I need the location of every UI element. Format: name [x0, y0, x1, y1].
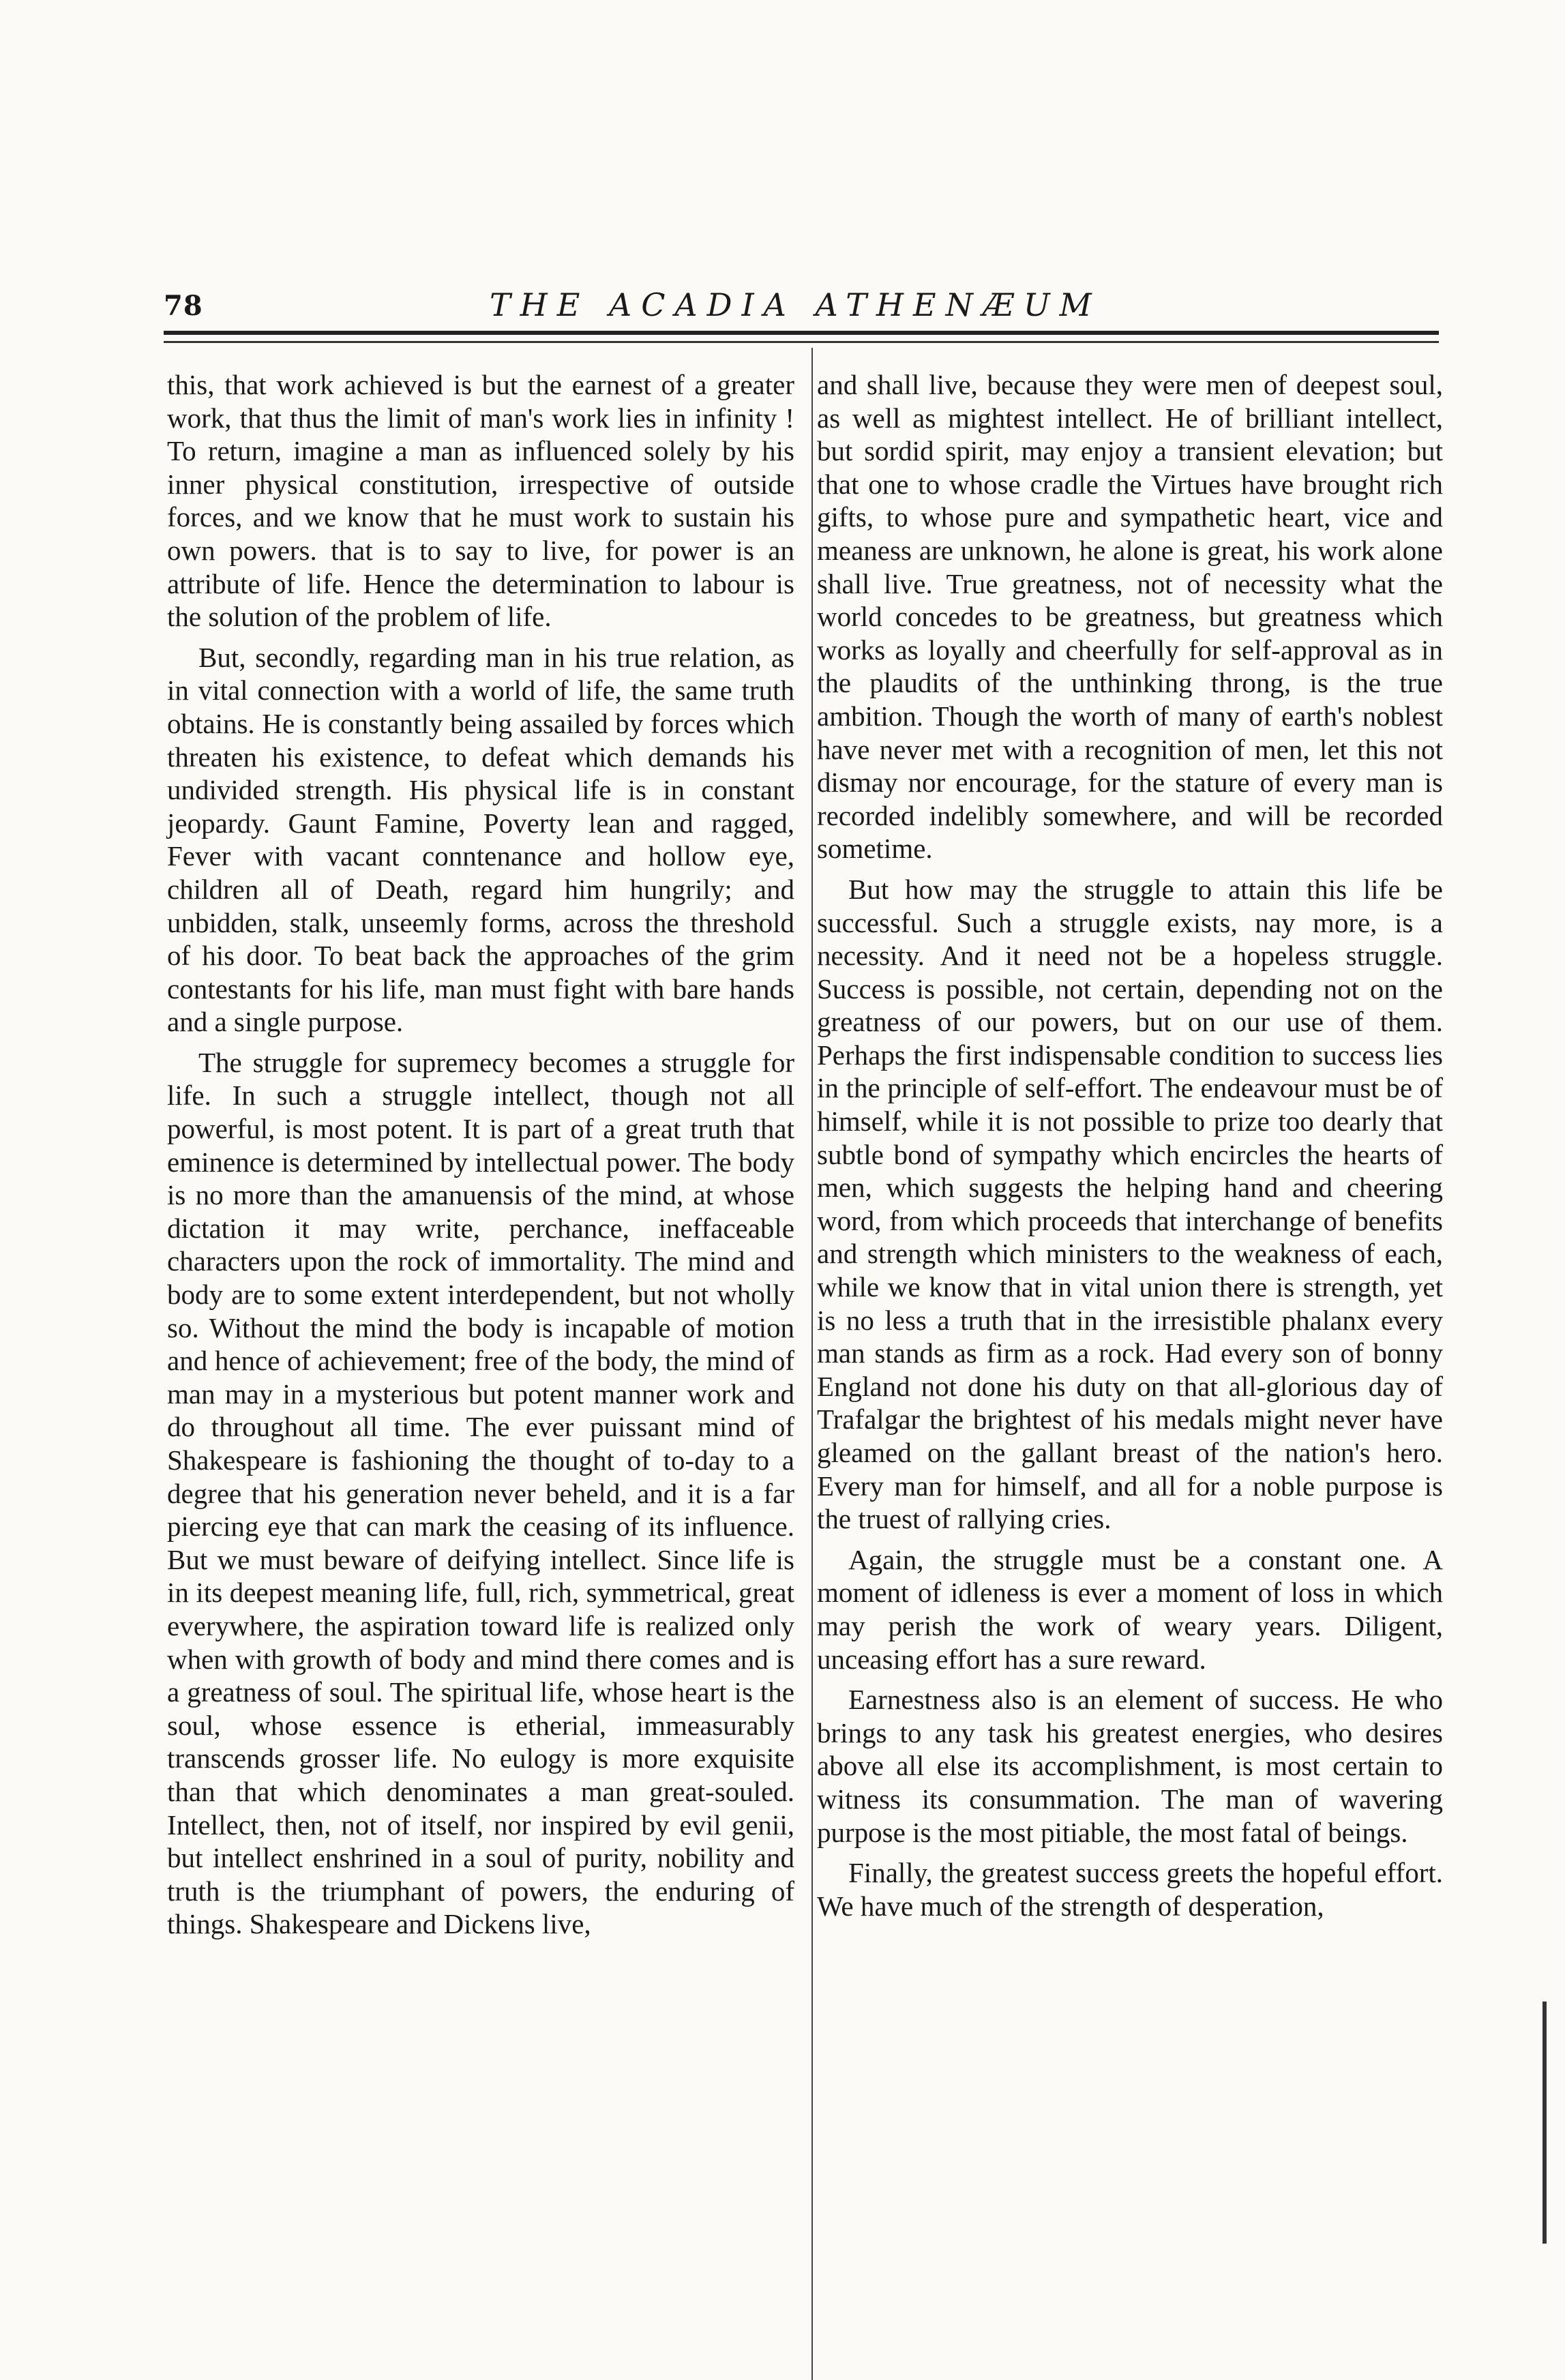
paragraph: Earnestness also is an element of success. He who brings to any task his greatest energies, who desires above all else its accomplishment, is most certain to witness its consummation. The man of wavering purpose is the most pitiable, the most fatal of beings.	[817, 1684, 1443, 1848]
page-title: THE ACADIA ATHENÆUM	[490, 286, 1101, 323]
header-rule-thin	[164, 341, 1439, 343]
left-column	[167, 368, 794, 1948]
paragraph: But how may the struggle to attain this life be successful. Such a struggle exists, nay more, is a necessity. And it need not be a hopeless struggle. Success is possible, not certain, depending not on the greatness of our powers, but on our use of them. Perhaps the first indispensable condition to success lies in the principle of self-effort. The endeavour must be of himself, while it is not possible to prize too dearly that subtle bond of sympathy which encircles the hearts of men, which suggests the helping hand and cheering word, from which proceeds that interchange of benefits and strength which ministers to the weakness of each, while we know that in vital union there is strength, yet is no less a truth that in the irresistible phalanx every man stands as firm as a rock. Had every son of bonny England not done his duty on that all-glorious day of Trafalgar the brightest of his medals might never have gleamed on the gallant breast of the nation's hero. Every man for himself, and all for a noble purpose is the truest of rallying cries.	[817, 873, 1443, 1535]
right-column	[817, 368, 1443, 1930]
paragraph: But, secondly, regarding man in his true relation, as in vital connection with a world of life, the same truth obtains. He is constantly being assailed by forces which threaten his existence, to defeat which demands his undivided strength. His physical life is in constant jeopardy. Gaunt Famine, Poverty lean and ragged, Fever with vacant conntenance and hollow eye, children all of Death, regard him hungrily; and unbidden, stalk, unseemly forms, across the threshold of his door. To beat back the approaches of the grim contestants for his life, man must fight with bare hands and a single purpose.	[167, 641, 794, 1038]
paragraph: The struggle for supremecy becomes a struggle for life. In such a struggle intellect, though not all powerful, is most potent. It is part of a great truth that eminence is determined by intellectual power. The body is no more than the amanuensis of the mind, at whose dictation it may write, perchance, ineffaceable characters upon the rock of immortality. The mind and body are to some extent interdependent, but not wholly so. Without the mind the body is incapable of motion and hence of achievement; free of the body, the mind of man may in a mysterious but potent manner work and do throughout all time. The ever puissant mind of Shakespeare is fashioning the thought of to-day to a degree that his generation never beheld, and it is a far piercing eye that can mark the ceasing of its influence. But we must beware of deifying intellect. Since life is in its deepest meaning life, full, rich, symmetrical, great everywhere, the aspiration toward life is realized only when with growth of body and mind there comes and is a greatness of soul. The spiritual life, whose heart is the soul, whose essence is etherial, immeasurably transcends grosser life. No eulogy is more exquisite than that which denominates a man great-souled. Intellect, then, not of itself, nor inspired by evil genii, but intellect enshrined in a soul of purity, nobility and truth is the triumphant of powers, the enduring of things. Shakespeare and Dickens live,	[167, 1046, 794, 1940]
paragraph: Finally, the greatest success greets the hopeful effort. We have much of the strength of desperation,	[817, 1857, 1443, 1922]
paragraph: and shall live, because they were men of deepest soul, as well as mightest intellect. He of brilliant intellect, but sordid spirit, may enjoy a transient elevation; but that one to whose cradle the Virtues have brought rich gifts, to whose pure and sympathetic heart, vice and meaness are unknown, he alone is great, his work alone shall live. True greatness, not of necessity what the world concedes to be greatness, but greatness which works as loyally and cheerfully for self-approval as in the plaudits of the unthinking throng, is the true ambition. Though the worth of many of earth's noblest have never met with a recognition of men, let this not dismay nor encourage, for the stature of every man is recorded indelibly somewhere, and will be recorded sometime.	[817, 369, 1443, 865]
paragraph: Again, the struggle must be a constant one. A moment of idleness is ever a moment of loss in which may perish the work of weary years. Diligent, unceasing effort has a sure reward.	[817, 1543, 1443, 1675]
column-divider	[811, 348, 813, 2380]
page-edge-bar	[1542, 2002, 1547, 2244]
paragraph: this, that work achieved is but the earnest of a greater work, that thus the limit of man's work lies in infinity ! To return, imagine a man as influenced solely by his inner physical constitution, irrespective of outside forces, and we know that he must work to sustain his own powers. that is to say to live, for power is an attribute of life. Hence the determination to labour is the solution of the problem of life.	[167, 369, 794, 633]
page-number: 78	[164, 290, 203, 322]
header-rule-thick	[164, 331, 1439, 335]
